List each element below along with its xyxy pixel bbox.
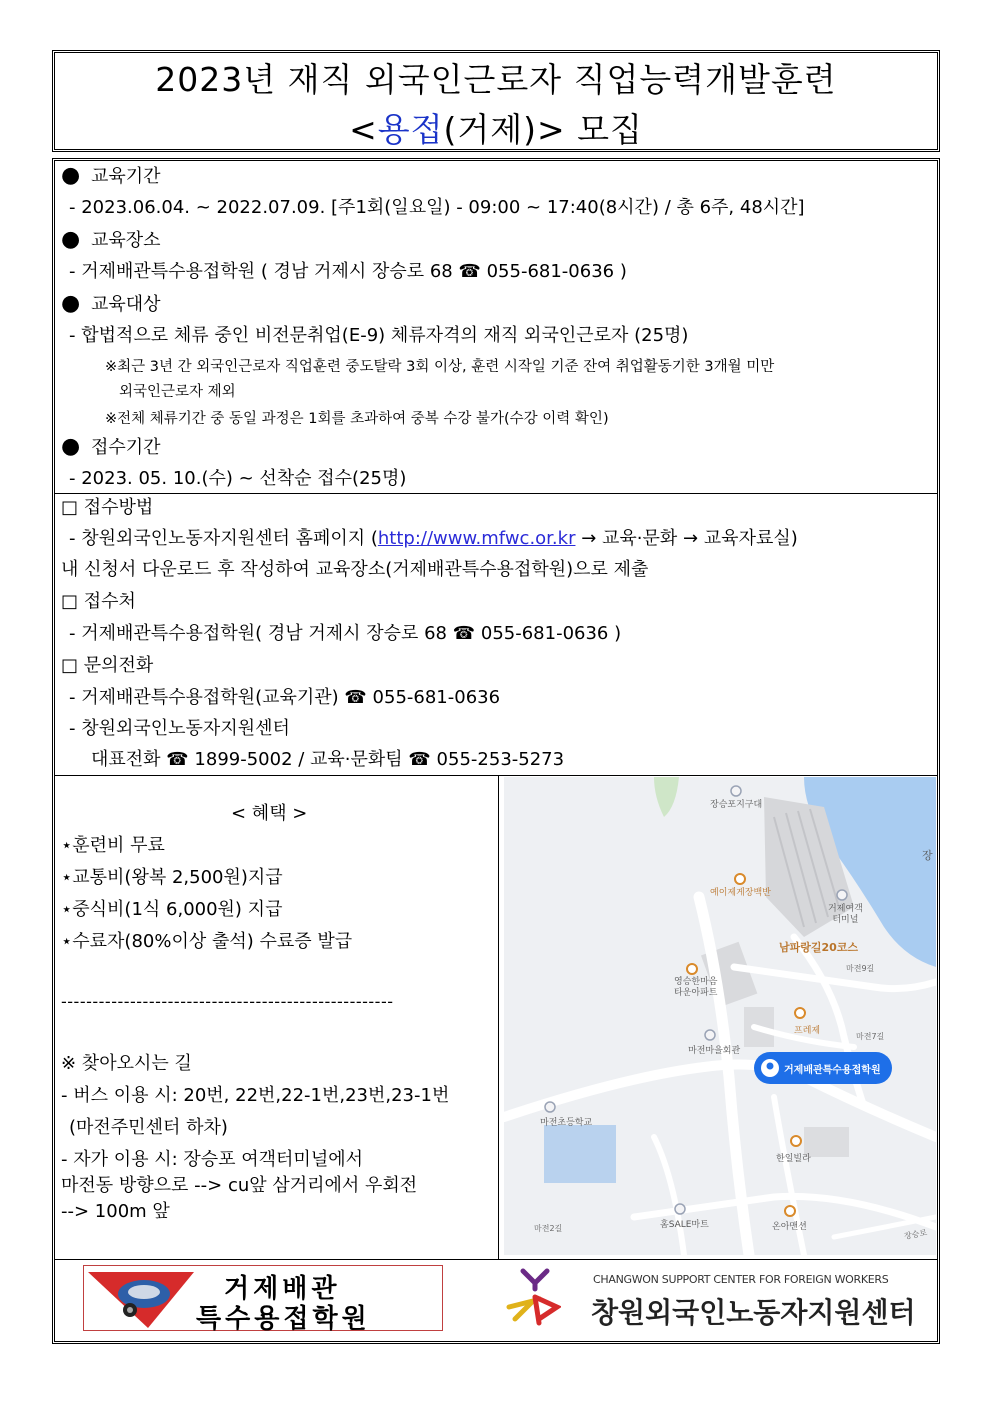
- academy-logo: [83, 1265, 443, 1334]
- info-section: [55, 161, 937, 494]
- inquiry-line3: 대표전화 ☎ 1899-5002 / 교육·문화팀 ☎ 055-253-5273: [91, 749, 565, 770]
- map-label: 장승포지구대: [710, 800, 763, 810]
- benefit-item: ⋆수료자(80%이상 출석) 수료증 발급: [61, 931, 353, 952]
- divider-line: -----------------------------------------------------: [61, 992, 394, 1011]
- directions-car2: 마전동 방향으로 --> cu앞 삼거리에서 우회전: [61, 1175, 418, 1196]
- map-label: 거제여객 터미널: [828, 904, 863, 925]
- map-label: 마전초등학교: [540, 1118, 593, 1128]
- map-label: 영승한마음 타운아파트: [674, 977, 718, 998]
- benefits-column: [55, 775, 499, 1259]
- map-label: 남파랑길20코스: [779, 941, 859, 954]
- map-label: 마전7길: [856, 1032, 885, 1041]
- edu-period-heading: ● 교육기간: [61, 163, 161, 188]
- academy-logo-line1: 거제배관: [224, 1274, 341, 1304]
- welder-emblem-icon: [86, 1266, 196, 1330]
- map-label: 마전2길: [534, 1224, 563, 1233]
- benefit-item: ⋆훈련비 무료: [61, 835, 165, 856]
- map-label: 마전9길: [846, 964, 875, 973]
- map-label: 홈SALE마트: [660, 1220, 709, 1230]
- location-map[interactable]: [504, 777, 936, 1255]
- benefits-map-section: [55, 775, 937, 1260]
- edu-place-heading: ● 교육장소: [61, 227, 161, 252]
- edu-place-text: - 거제배관특수용접학원 ( 경남 거제시 장승로 68 ☎ 055-681-0636 ): [69, 261, 627, 282]
- center-logo: [505, 1267, 925, 1333]
- directions-car1: - 자가 이용 시: 장승포 여객터미널에서: [61, 1149, 363, 1170]
- edu-target-note1b: 외국인근로자 제외: [119, 384, 236, 400]
- edu-target-heading: ● 교육대상: [61, 291, 161, 316]
- map-label: 프레제: [794, 1026, 821, 1036]
- benefit-item: ⋆교통비(왕복 2,500원)지급: [61, 867, 283, 888]
- map-label: 온아맨션: [772, 1222, 807, 1232]
- inquiry-heading: □ 문의전화: [61, 655, 154, 676]
- map-label: 마전마을회관: [688, 1046, 741, 1056]
- center-logo-kr: 창원외국인노동자지원센터: [591, 1296, 916, 1329]
- recv-place-text: - 거제배관특수용접학원( 경남 거제시 장승로 68 ☎ 055-681-0636 ): [69, 623, 622, 644]
- homepage-link[interactable]: http://www.mfwc.or.kr: [377, 528, 576, 549]
- map-graphic: [504, 777, 936, 1255]
- map-label: 장: [922, 849, 933, 862]
- recv-period-text: - 2023. 05. 10.(수) ~ 선착순 접수(25명): [69, 468, 407, 489]
- edu-target-note1: ※최근 3년 간 외국인근로자 직업훈련 중도탈락 3회 이상, 훈련 시작일 기준 잔여 취업활동기한 3개월 미만: [105, 359, 775, 375]
- edu-target-note2: ※전체 체류기간 중 동일 과정은 1회를 초과하여 중복 수강 불가(수강 이력 확인): [105, 411, 609, 427]
- map-label: 한일빌라: [776, 1154, 811, 1164]
- inquiry-line1: - 거제배관특수용접학원(교육기관) ☎ 055-681-0636: [69, 687, 501, 708]
- edu-period-text: - 2023.06.04. ~ 2022.07.09. [주1회(일요일) - 09:00 ~ 17:40(8시간) / 총 6주, 48시간]: [69, 197, 805, 218]
- recv-method-text2: 내 신청서 다운로드 후 작성하여 교육장소(거제배관특수용접학원)으로 제출: [61, 559, 649, 580]
- center-logo-en: CHANGWON SUPPORT CENTER FOR FOREIGN WORKERS: [593, 1273, 889, 1286]
- directions-car3: --> 100m 앞: [61, 1201, 170, 1222]
- recv-place-heading: □ 접수처: [61, 591, 136, 612]
- directions-bus1: - 버스 이용 시: 20번, 22번,22-1번,23번,23-1번: [61, 1085, 450, 1106]
- title-highlight: 용접: [377, 110, 444, 149]
- application-section: [55, 493, 937, 776]
- center-emblem-icon: [505, 1267, 561, 1327]
- edu-target-text: - 합법적으로 체류 중인 비전문취업(E-9) 체류자격의 재직 외국인근로자 (25명): [69, 325, 689, 346]
- benefits-heading: < 혜택 >: [231, 803, 308, 824]
- map-label: 장승로: [903, 1228, 928, 1241]
- recv-method-text: - 창원외국인노동자지원센터 홈페이지 (http://www.mfwc.or.kr → 교육·문화 → 교육자료실): [69, 528, 798, 549]
- map-pin-label[interactable]: 거제배관특수용접학원: [784, 1065, 881, 1076]
- directions-heading: ※ 찾아오시는 길: [61, 1053, 192, 1074]
- recv-method-heading: □ 접수방법: [61, 497, 154, 518]
- academy-logo-line2: 특수용접학원: [196, 1304, 371, 1334]
- logo-section: [55, 1259, 937, 1341]
- inquiry-line2: - 창원외국인노동자지원센터: [69, 718, 290, 739]
- main-box: [52, 158, 940, 1344]
- title-line1: 2023년 재직 외국인근로자 직업능력개발훈련: [155, 60, 837, 99]
- title-line2: <용접(거제)> 모집: [349, 110, 643, 149]
- map-label: 예이제게장백반: [710, 888, 771, 898]
- benefit-item: ⋆중식비(1식 6,000원) 지급: [61, 899, 283, 920]
- directions-bus2: (마전주민센터 하차): [69, 1117, 228, 1138]
- title-box: [52, 50, 940, 152]
- recv-period-heading: ● 접수기간: [61, 434, 161, 459]
